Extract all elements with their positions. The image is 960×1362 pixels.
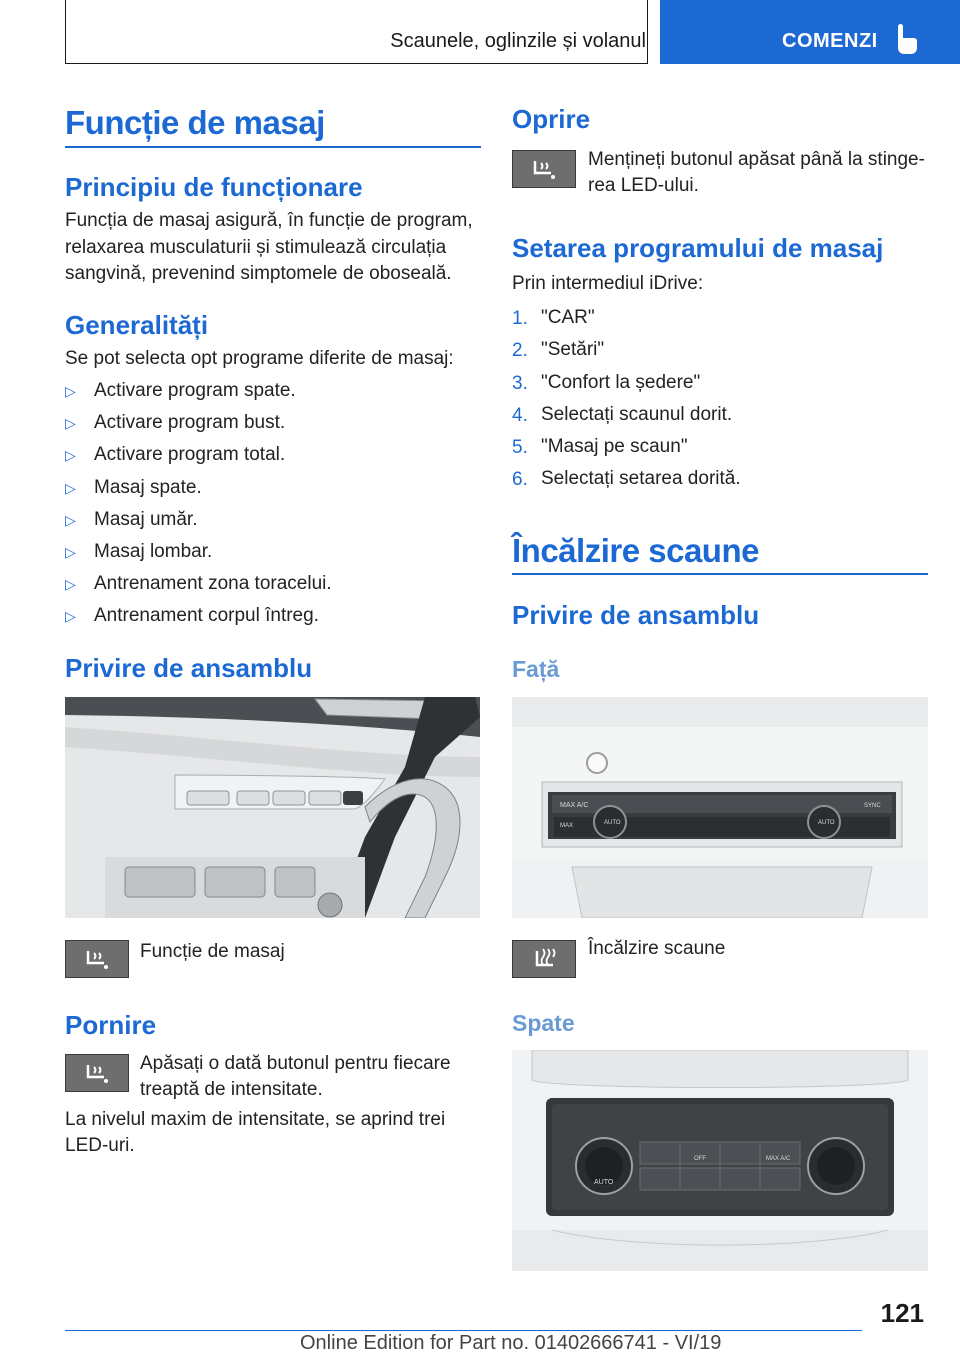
massage-button-icon	[512, 150, 576, 188]
general-intro: Se pot selecta opt programe diferite de masaj:	[65, 348, 454, 369]
list-item: Antrenament zona toracelui.	[94, 573, 332, 594]
step-text: "Confort la ședere"	[541, 372, 701, 393]
step-number: 1.	[512, 308, 528, 329]
step-number: 5.	[512, 437, 528, 458]
massage-button-icon	[65, 940, 129, 978]
seat-heating-rule	[512, 573, 928, 575]
stop-instruction-line-2: rea LED-ului.	[588, 175, 699, 196]
door-panel-image	[65, 697, 480, 918]
program-intro: Prin intermediul iDrive:	[512, 273, 704, 294]
bullet-icon: ▷	[65, 480, 76, 496]
front-climate-panel-image	[512, 697, 928, 918]
massage-button-icon	[65, 1054, 129, 1092]
list-item: Antrenament corpul întreg.	[94, 605, 319, 626]
start-instruction-line-2: treaptă de intensitate.	[140, 1079, 323, 1100]
bullet-icon: ▷	[65, 415, 76, 431]
tab-comenzi[interactable]	[660, 0, 960, 64]
bullet-icon: ▷	[65, 383, 76, 399]
page-title: Funcție de masaj	[65, 104, 325, 141]
title-rule	[65, 146, 481, 148]
footer-rule	[65, 1330, 862, 1331]
principle-line-2: relaxarea musculaturii și stimulează circulația	[65, 237, 447, 258]
stop-instruction-line-1: Mențineți butonul apăsat până la stinge‐	[588, 149, 925, 170]
heading-general: Generalități	[65, 310, 209, 340]
list-item: Masaj lombar.	[94, 541, 213, 562]
list-item: Activare program total.	[94, 444, 286, 465]
hand-pointer-icon	[896, 24, 918, 54]
heading-front: Față	[512, 656, 560, 682]
list-item: Activare program spate.	[94, 380, 296, 401]
tab-comenzi-label: COMENZI	[782, 30, 878, 52]
header-section-title: Scaunele, oglinzile și volanul	[390, 30, 646, 52]
list-item: Masaj spate.	[94, 477, 202, 498]
rear-panel-off: OFF	[694, 1156, 706, 1162]
step-text: Selectați scaunul dorit.	[541, 404, 733, 425]
front-panel-auto-left: AUTO	[604, 820, 621, 826]
bullet-icon: ▷	[65, 576, 76, 592]
front-panel-auto-right: AUTO	[818, 820, 835, 826]
principle-line-3: sangvină, prevenind simptomele de oboseală.	[65, 263, 452, 284]
list-item: Activare program bust.	[94, 412, 286, 433]
step-number: 3.	[512, 373, 528, 394]
list-item: Masaj umăr.	[94, 509, 198, 530]
front-panel-sync: SYNC	[864, 803, 881, 809]
heading-overview-right: Privire de ansamblu	[512, 600, 760, 630]
step-number: 2.	[512, 340, 528, 361]
rear-climate-panel-image	[512, 1050, 928, 1271]
heading-program: Setarea programului de masaj	[512, 233, 884, 263]
start-note-line-1: La nivelul maxim de intensitate, se aprind trei	[65, 1109, 446, 1130]
heading-rear: Spate	[512, 1010, 575, 1036]
bullet-icon: ▷	[65, 544, 76, 560]
massage-button-caption: Funcție de masaj	[140, 941, 285, 962]
seat-heating-button-caption: Încălzire scaune	[588, 938, 726, 959]
bullet-icon: ▷	[65, 512, 76, 528]
start-note-line-2: LED-uri.	[65, 1135, 135, 1156]
principle-line-1: Funcția de masaj asigură, în funcție de program,	[65, 210, 473, 231]
front-panel-maxac: MAX A/C	[560, 802, 589, 809]
heading-seat-heating: Încălzire scaune	[512, 532, 759, 569]
start-instruction-line-1: Apăsați o dată butonul pentru fiecare	[140, 1053, 451, 1074]
heading-overview-left: Privire de ansamblu	[65, 653, 313, 683]
bullet-icon: ▷	[65, 608, 76, 624]
step-number: 4.	[512, 405, 528, 426]
heading-stop: Oprire	[512, 104, 591, 134]
bullet-icon: ▷	[65, 447, 76, 463]
rear-panel-auto: AUTO	[594, 1179, 614, 1186]
step-number: 6.	[512, 469, 528, 490]
step-text: "CAR"	[541, 307, 595, 328]
step-text: "Setări"	[541, 339, 605, 360]
edition-note: Online Edition for Part no. 01402666741 - VI/19	[300, 1332, 722, 1354]
step-text: Selectați setarea dorită.	[541, 468, 741, 489]
step-text: "Masaj pe scaun"	[541, 436, 688, 457]
front-panel-max: MAX	[560, 823, 574, 829]
rear-panel-maxac: MAX A/C	[766, 1156, 791, 1162]
seat-heating-button-icon	[512, 940, 576, 978]
heading-principle: Principiu de funcționare	[65, 172, 363, 202]
page-number: 121	[880, 1298, 924, 1328]
heading-start: Pornire	[65, 1010, 157, 1040]
